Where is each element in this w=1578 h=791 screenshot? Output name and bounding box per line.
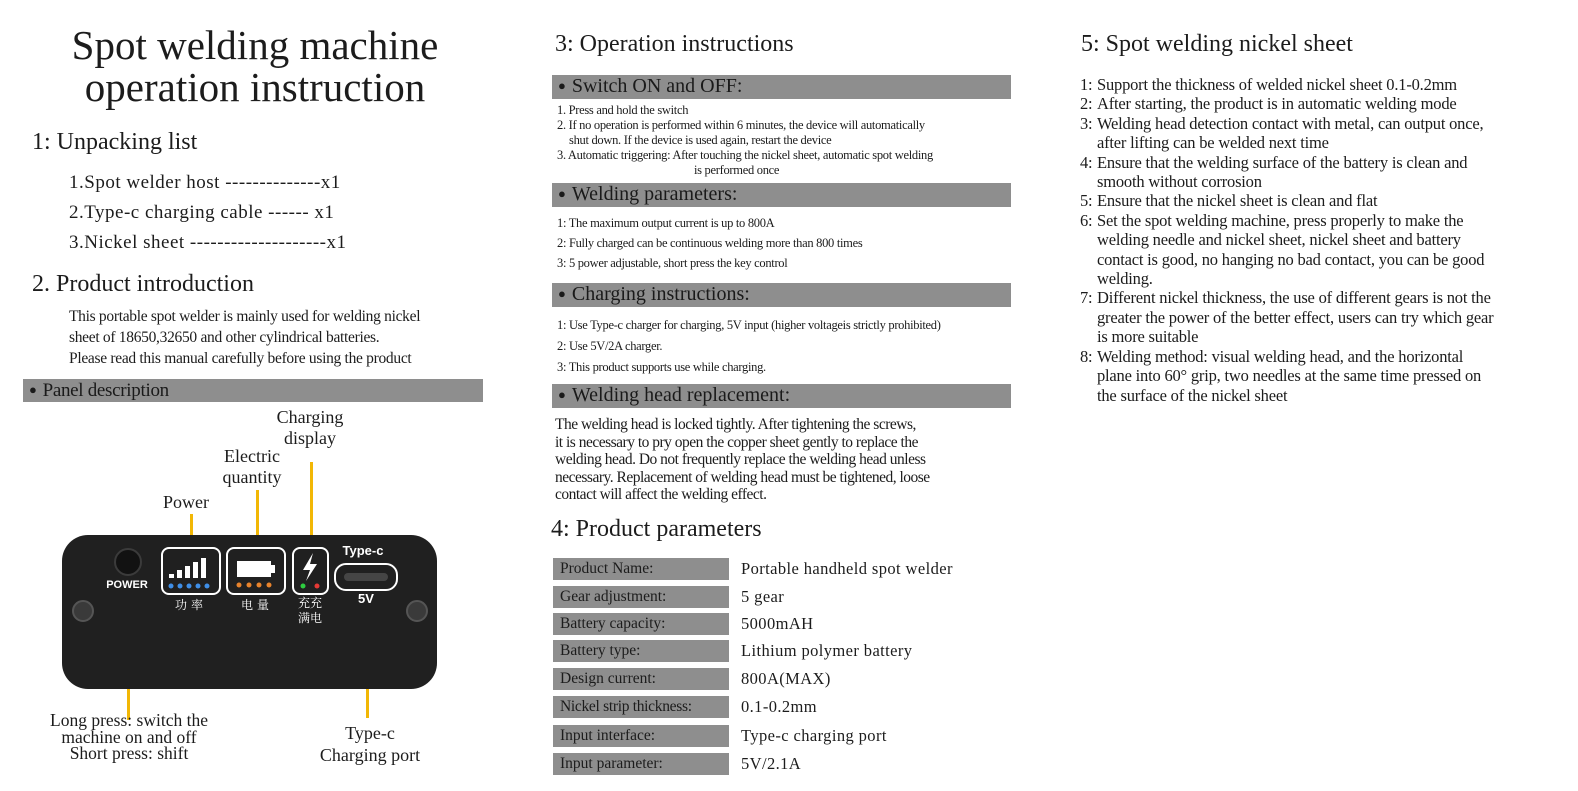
param-row: Product Name: Portable handheld spot welder [553, 558, 953, 580]
unpacking-item: 2.Type-c charging cable ------ x1 [69, 202, 335, 223]
typec-port [334, 563, 398, 591]
battery-level-box [226, 547, 286, 595]
screw-icon [406, 600, 428, 622]
device-panel [62, 535, 437, 689]
callout-long-press: Long press: switch the machine on and off Short press: shift [50, 710, 208, 763]
param-row: Nickel strip thickness: 0.1-0.2mm [553, 696, 817, 718]
product-params-heading: 4: Product parameters [551, 516, 762, 542]
welding-params-list: 1: The maximum output current is up to 800A 2: Fully charged can be continuous welding more than 800 times 3: 5 power adjustable, short press the key control [557, 216, 863, 270]
quantity-cn-label: 电量 [240, 598, 273, 612]
head-replacement-text: The welding head is locked tightly. After tightening the screws, it is necessary to pry open the copper sheet gently to replace the welding head. Do not frequently replace the welding head unless necessary. Replacement of welding head must be tightened, loose contact will affect the welding effect. [555, 416, 930, 503]
list-item: 2: After starting, the product is in automatic welding mode [1080, 94, 1457, 114]
param-row: Battery capacity: 5000mAH [553, 613, 813, 635]
screw-icon [72, 600, 94, 622]
battery-icon [228, 549, 284, 593]
operation-heading: 3: Operation instructions [555, 31, 794, 57]
param-row: Design current: 800A(MAX) [553, 668, 831, 690]
list-item: 4: Ensure that the welding surface of the battery is clean and smooth without corrosion [1080, 152, 1468, 192]
power-level-box [161, 547, 221, 595]
charging-bar: ● Charging instructions: [552, 283, 1011, 307]
unpacking-heading: 1: Unpacking list [32, 129, 198, 155]
unpacking-item: 3.Nickel sheet --------------------x1 [69, 232, 347, 253]
callout-electric-quantity: Electric quantity [222, 446, 282, 487]
lightning-icon [294, 549, 327, 593]
switch-bar: ● Switch ON and OFF: [552, 75, 1011, 99]
charging-list: 1: Use Type-c charger for charging, 5V input (higher voltageis strictly prohibited) 2: Use 5V/2A charger. 3: This product supports use while charging. [557, 318, 941, 374]
list-item: 6: Set the spot welding machine, press properly to make the welding needle and nickel sheet, nickel sheet and battery contact is good, no hanging no bad contact, you can be good welding. [1080, 210, 1485, 289]
page-title: Spot welding machine operation instruction [71, 22, 439, 110]
callout-typec-port: Type-c Charging port [319, 723, 421, 765]
charge-cn-label: 充充 满电 [297, 596, 322, 625]
switch-instructions: 1. Press and hold the switch 2. If no operation is performed within 6 minutes, the device will automatically shut down. If the device is used again, restart the device 3. Automatic triggering: After touching the nickel sheet, automatic spot welding is performed once [557, 103, 933, 177]
nickel-sheet-list [1080, 75, 1570, 405]
list-item: 1: Support the thickness of welded nickel sheet 0.1-0.2mm [1080, 75, 1457, 94]
param-row: Input parameter: 5V/2.1A [553, 753, 801, 775]
power-button[interactable] [114, 548, 142, 576]
power-label: POWER [106, 579, 148, 591]
nickel-sheet-heading: 5: Spot welding nickel sheet [1081, 31, 1353, 57]
product-intro-text: This portable spot welder is mainly used for welding nickel sheet of 18650,32650 and other cylindrical batteries. Please read this manual carefully before using the product [69, 308, 421, 367]
callout-charging-display: Charging display [276, 407, 344, 448]
unpacking-item: 1.Spot welder host --------------x1 [69, 172, 341, 193]
product-intro-heading: 2. Product introduction [32, 271, 254, 297]
charging-box [292, 547, 329, 595]
list-item: 7: Different nickel thickness, the use of different gears is not the greater the power of the better effect, users can try which gear is more suitable [1080, 288, 1494, 347]
typec-label: Type-c [342, 543, 384, 558]
param-row: Gear adjustment: 5 gear [553, 586, 784, 608]
list-item: 3: Welding head detection contact with metal, can output once, after lifting can be welded next time [1080, 113, 1484, 153]
volt-label: 5V [358, 591, 374, 606]
param-row: Battery type: Lithium polymer battery [553, 640, 912, 662]
list-item: 5: Ensure that the nickel sheet is clean and flat [1080, 191, 1378, 211]
callout-power: Power [163, 492, 209, 512]
signal-bars-icon [163, 549, 219, 593]
head-replacement-bar: ● Welding head replacement: [552, 384, 1011, 408]
power-cn-label: 功率 [174, 598, 207, 612]
welding-params-bar: ● Welding parameters: [552, 183, 1011, 207]
param-row: Input interface: Type-c charging port [553, 725, 887, 747]
list-item: 8: Welding method: visual welding head, and the horizontal plane into 60° grip, two needles at the same time pressed on the surface of the nickel sheet [1080, 346, 1482, 405]
panel-description-bar: ● Panel description [23, 379, 483, 402]
